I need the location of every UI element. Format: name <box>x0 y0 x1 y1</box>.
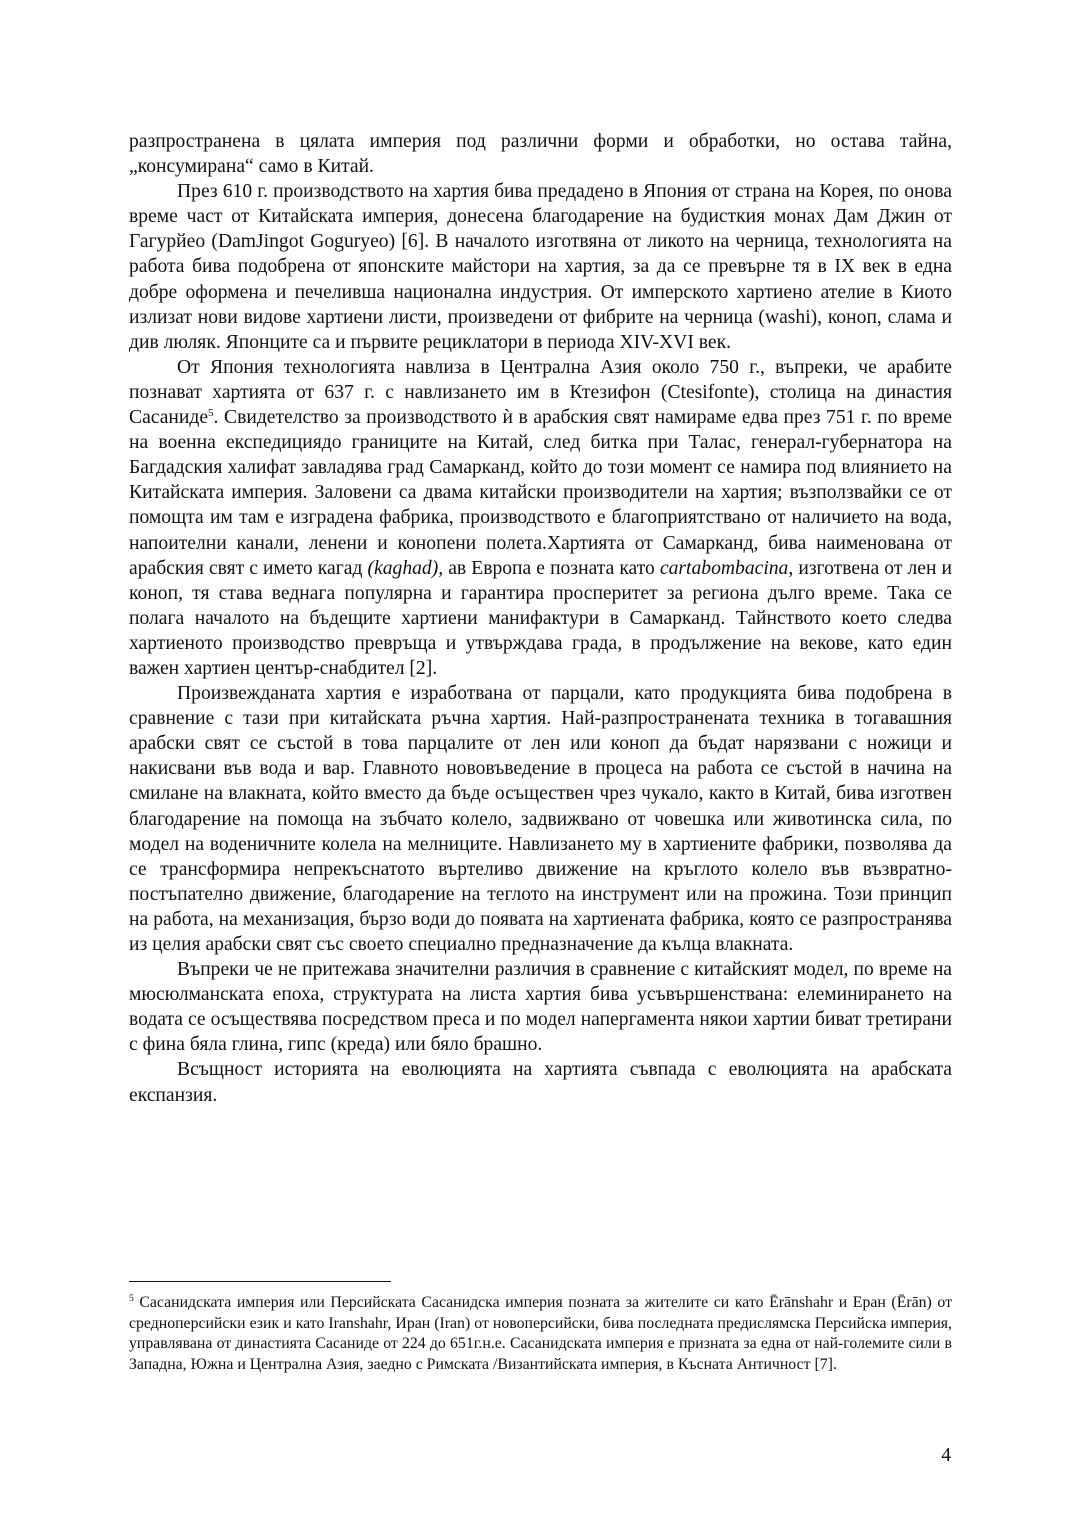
footnote-reference: 5 <box>208 407 214 420</box>
page-number: 4 <box>941 1445 951 1466</box>
paragraph-text: ав Европа е позната като <box>443 557 660 579</box>
paragraph-conclusion: Всъщност историята на еволюцията на хартията съвпада с еволюцията на арабската експанзия. <box>129 1059 952 1106</box>
footnote <box>129 1293 952 1375</box>
paragraph-text: От Япония технологията навлиза в Централна Азия около 750 г., въпреки, че арабите познават хартията от 637 г. с навлизането им в Ктезифон (Ctesifonte), столица на династия Сасаниде <box>129 356 952 429</box>
paragraph-production: Произвежданата хартия е изработвана от парцали, като продукцията бива подобрена в сравнение с тази при китайската ръчна хартия. Най-разпространената техника в тогавашния арабски свят се състой в това парцалите от лен или коноп да бъдат нарязвани с ножици и накисвани във вода и вар. Главното нововъведение в процеса на работа се състой в начина на смилане на влакната, който вместо да бъде осъществен чрез чукало, както в Китай, бива изготвен благодарение на помоща на зъбчато колело, задвижвано от човешка или животинска сила, по модел на воденичните колела на мелниците. Навлизането му в хартиените фабрики, позволява да се трансформира непрекъснатото въртеливо движение на кръглото колело във възвратно-постъпателно движение, благодарение на теглото на инструмент или на прожина. Този принцип на работа, на механизация, бързо води до появата на хартиената фабрика, която се разпространява из целия арабски свят със своето специално предназначение да кълца влакната. <box>129 683 952 955</box>
footnote-text: Сасанидската империя или Персийската Сасанидска империя позната за жителите си като Ērānshahr и Еран (Ērān) от средноперсийски език и като Iranshahr, Иран (Iran) от новоперсийски, бива последната предислямска Персийска империя, управлявана от династията Сасаниде от 224 до 651г.н.е. Сасанидската империя е призната за една от най-големите сили в Западна, Южна и Централна Азия, заедно с Римската /Византийската империя, в Късната Античност [7]. <box>129 1294 952 1373</box>
footnote-paragraph <box>129 1293 952 1375</box>
paragraph-text: . Свидетелство за производството ѝ в арабския свят намираме едва през 751 г. по време на военна експедициядо границите на Китай, след битка при Талас, генерал-губернатора на Багдадския халифат завладява град Самарканд, който до този момент се намира под влиянието на Китайската империя. Заловени са двама китайски производители на хартия; възползвайки се от помощта им там е изградена фабрика, производството е благоприятствано от наличието на вода, напоителни канали, ленени и конопени полета.Хартията от Самарканд, бива наименована от арабския свят с името кагад <box>129 407 952 579</box>
footnote-number: 5 <box>129 1294 134 1304</box>
page-body <box>129 129 952 1108</box>
italic-term-cartabombacina: cartabombacina <box>659 557 789 579</box>
italic-term-kaghad: (kaghad), <box>367 557 444 579</box>
paragraph-continuation: разпространена в цялата империя под различни форми и обработки, но остава тайна, „консумирана“ само в Китай. <box>129 131 952 178</box>
paragraph-central-asia <box>129 355 952 681</box>
paragraph-muslim-era: Въпреки че не притежава значителни различия в сравнение с китайският модел, по време на мюсюлманската епоха, структурата на листа хартия бива усъвършенствана: елеминирането на водата се осъществява посредством преса и по модел напергамента някои хартии биват третирани с фина бяла глина, гипс (креда) или бяло брашно. <box>129 959 952 1056</box>
paragraph-text: , изготвена от лен и коноп, тя става веднага популярна и гарантира просперитет за региона дълго време. Така се полага началото на бъдещите хартиени манифактури в Самарканд. Тайнството което следва хартиеното производство превръща и утвърждава града, в продължение на векове, като един важен хартиен център-снабдител [2]. <box>129 557 952 679</box>
footnote-divider <box>129 1281 391 1282</box>
paragraph-japan: През 610 г. производството на хартия бива предадено в Япония от страна на Корея, по онова време част от Китайската империя, донесена благодарение на будисткия монах Дам Джин от Гагурйео (DamJingot Goguryeo) [6]. В началото изготвяна от ликото на черница, технологията на работа бива подобрена от японските майстори на хартия, за да се превърне тя в IX век в една добре оформена и печелившa национална индустрия. От имперското хартиено ателие в Киото излизат нови видове хартиени листи, произведени от фибрите на черница (washi), коноп, слама и див люляк. Японците са и първите рециклатори в периода XIV-XVI век. <box>129 181 952 353</box>
